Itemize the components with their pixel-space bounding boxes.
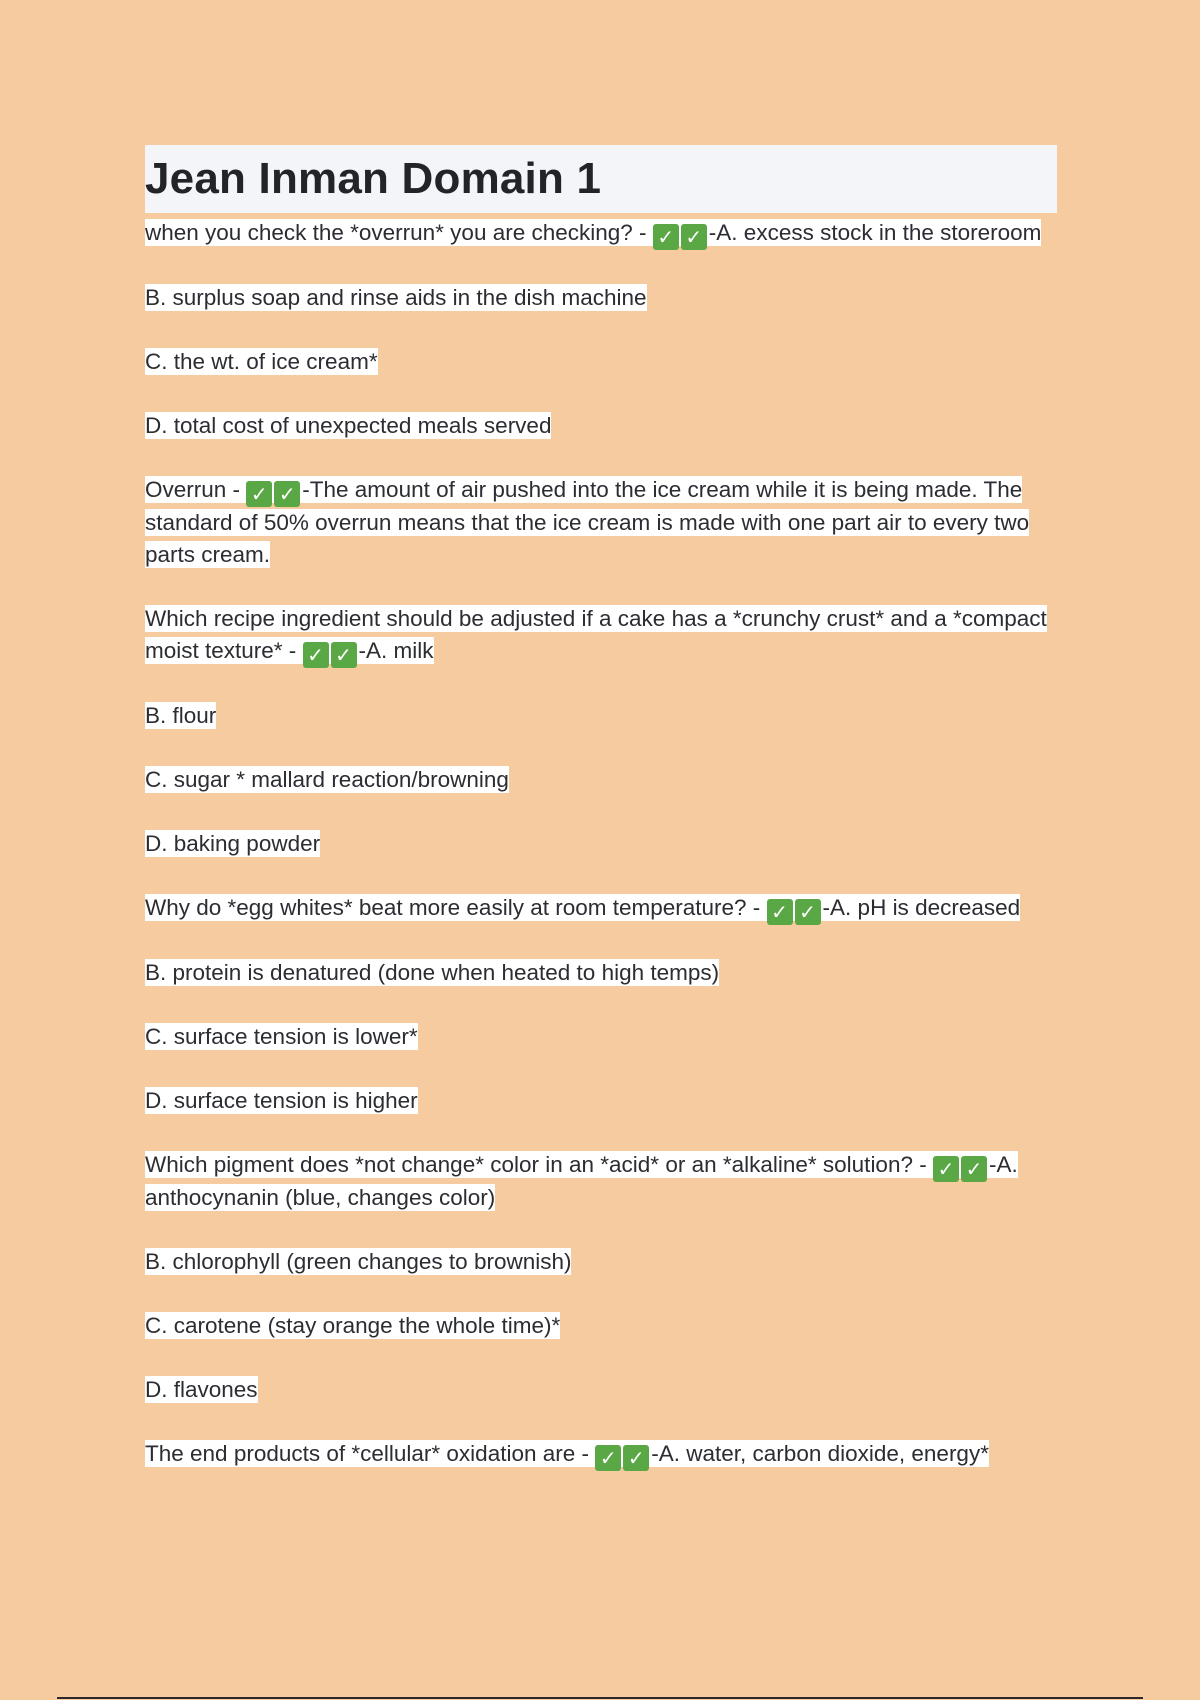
highlighted-text (145, 830, 320, 857)
check-mark-icon: ✓ (623, 1445, 649, 1471)
check-mark-icon: ✓ (795, 899, 821, 925)
text-paragraph (145, 1021, 1057, 1053)
highlighted-text (145, 959, 719, 986)
paragraph-text: D. total cost of unexpected meals served (145, 413, 552, 438)
text-paragraph (145, 828, 1057, 860)
text-paragraph (145, 474, 1057, 571)
paragraph-text: B. surplus soap and rinse aids in the dish machine (145, 285, 647, 310)
paragraph-text: D. baking powder (145, 831, 321, 856)
text-paragraph (145, 346, 1057, 378)
paragraph-text: Which pigment does *not change* color in an *acid* or an *alkaline* solution? - (145, 1152, 933, 1177)
paragraph-text: C. surface tension is lower* (145, 1024, 418, 1049)
paragraph-text: B. flour (145, 703, 217, 728)
text-paragraph (145, 700, 1057, 732)
check-mark-icon: ✓ (767, 899, 793, 925)
highlighted-text (145, 605, 1047, 667)
highlighted-text (145, 1023, 418, 1050)
text-paragraph (145, 892, 1057, 925)
highlighted-text (145, 894, 1021, 924)
answer-text: -A. excess stock in the storeroom (708, 220, 1042, 245)
text-paragraph (145, 603, 1057, 668)
check-mark-icon: ✓ (303, 642, 329, 668)
check-mark-icon: ✓ (933, 1156, 959, 1182)
check-mark-icon: ✓ (331, 642, 357, 668)
paragraph-text: B. chlorophyll (green changes to brownish) (145, 1249, 572, 1274)
check-mark-icon: ✓ (274, 481, 300, 507)
text-paragraph (145, 1085, 1057, 1117)
check-mark-icon: ✓ (595, 1445, 621, 1471)
answer-text: -A. pH is decreased (822, 895, 1021, 920)
paragraph-text: Which recipe ingredient should be adjusted if a cake has a *crunchy crust* and a *compact moist texture* - (145, 606, 1047, 663)
paragraph-text: C. carotene (stay orange the whole time)* (145, 1313, 561, 1338)
check-mark-icon: ✓ (246, 481, 272, 507)
document-body (145, 217, 1057, 1471)
paragraph-text: D. flavones (145, 1377, 258, 1402)
text-paragraph (145, 764, 1057, 796)
paragraph-text: B. protein is denatured (done when heated to high temps) (145, 960, 720, 985)
text-paragraph (145, 282, 1057, 314)
answer-text: -A. water, carbon dioxide, energy* (651, 1441, 989, 1466)
check-mark-icon: ✓ (653, 224, 679, 250)
paragraph-text: C. sugar * mallard reaction/browning (145, 767, 509, 792)
highlighted-text (145, 476, 1029, 568)
paragraph-text: Overrun - (145, 477, 247, 502)
check-mark-icon: ✓ (961, 1156, 987, 1182)
text-paragraph (145, 1149, 1057, 1214)
text-paragraph (145, 1438, 1057, 1471)
paragraph-text: when you check the *overrun* you are checking? - (145, 220, 653, 245)
text-paragraph (145, 957, 1057, 989)
document-page (145, 145, 1057, 1503)
highlighted-text (145, 219, 1042, 249)
answer-text: -A. milk (358, 638, 434, 663)
highlighted-text (145, 1151, 1018, 1211)
highlighted-text (145, 284, 647, 311)
paragraph-text: The end products of *cellular* oxidation are - (145, 1441, 596, 1466)
highlighted-text (145, 1440, 989, 1470)
highlighted-text (145, 1376, 258, 1403)
paragraph-text: C. the wt. of ice cream* (145, 349, 378, 374)
text-paragraph (145, 217, 1057, 250)
answer-text: -A. anthocynanin (blue, changes color) (145, 1152, 1018, 1210)
check-mark-icon: ✓ (681, 224, 707, 250)
highlighted-text (145, 348, 378, 375)
highlighted-text (145, 766, 509, 793)
document-title: Jean Inman Domain 1 (145, 154, 602, 203)
highlighted-text (145, 1312, 560, 1339)
text-paragraph (145, 410, 1057, 442)
highlighted-text (145, 412, 551, 439)
paragraph-text: Why do *egg whites* beat more easily at room temperature? - (145, 895, 767, 920)
text-paragraph (145, 1246, 1057, 1278)
highlighted-text (145, 702, 216, 729)
title-banner (145, 145, 1057, 213)
bottom-divider (57, 1697, 1143, 1699)
answer-text: -The amount of air pushed into the ice cream while it is being made. The standard of 50% overrun means that the ice cream is made with one part air to every two parts cream. (145, 477, 1030, 567)
paragraph-text: D. surface tension is higher (145, 1088, 418, 1113)
text-paragraph (145, 1374, 1057, 1406)
highlighted-text (145, 1087, 418, 1114)
text-paragraph (145, 1310, 1057, 1342)
highlighted-text (145, 1248, 571, 1275)
